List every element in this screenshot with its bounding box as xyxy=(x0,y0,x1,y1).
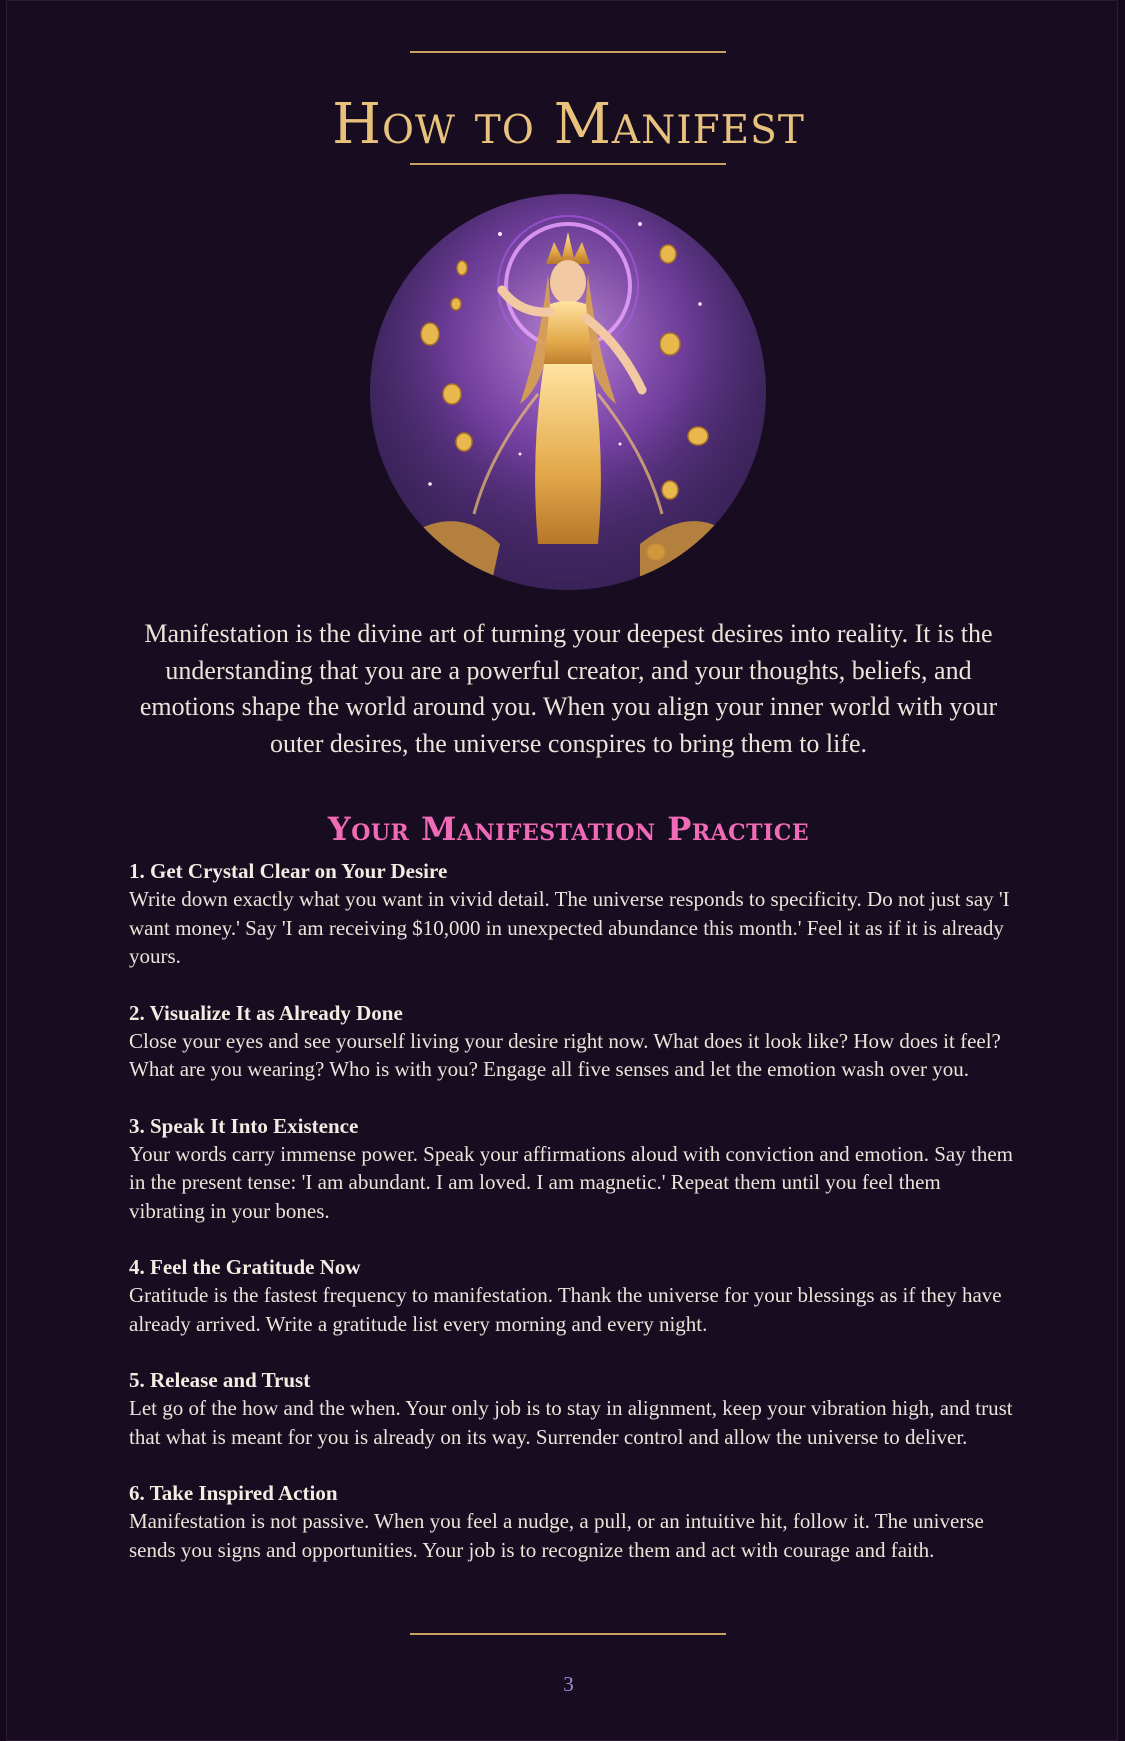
page xyxy=(6,0,1118,1741)
step-item xyxy=(129,1366,1019,1451)
bottom-divider xyxy=(410,1633,726,1635)
step-title: 3. Speak It Into Existence xyxy=(129,1113,359,1138)
golden-goddess-icon xyxy=(370,194,766,590)
step-title: 6. Take Inspired Action xyxy=(129,1481,338,1505)
step-item xyxy=(129,999,1019,1084)
step-title: 4. Feel the Gratitude Now xyxy=(129,1255,361,1279)
step-title: 5. Release and Trust xyxy=(129,1368,311,1392)
step-body: Let go of the how and the when. Your only job is to stay in alignment, keep your vibration high, and trust that what is meant for you is already on its way. Surrender control and allow the universe to deliver. xyxy=(129,1396,1013,1449)
step-body: Close your eyes and see yourself living your desire right now. What does it look like? How does it feel? What are you wearing? Who is with you? Engage all five senses and let the emotion wash over you. xyxy=(129,1028,1001,1081)
step-body: Gratitude is the fastest frequency to manifestation. Thank the universe for your blessings as if they have already arrived. Write a gratitude list every morning and every night. xyxy=(129,1283,1002,1336)
step-body: Write down exactly what you want in vivid detail. The universe responds to specificity. Do not just say 'I want money.' Say 'I am receiving $10,000 in unexpected abundance this month.' Feel it as if it is already yours. xyxy=(129,887,1010,968)
step-item xyxy=(129,857,1019,971)
page-title: How to Manifest xyxy=(332,92,805,157)
steps-list xyxy=(129,857,1019,1592)
step-body: Your words carry immense power. Speak your affirmations aloud with conviction and emotion. Say them in the present tense: 'I am abundant. I am loved. I am magnetic.' Repeat them until you feel them vibrating in your bones. xyxy=(129,1141,1013,1223)
step-body: Manifestation is not passive. When you feel a nudge, a pull, or an intuitive hit, follow it. The universe sends you signs and opportunities. Your job is to recognize them and act with courage and faith. xyxy=(129,1509,984,1562)
intro-paragraph: Manifestation is the divine art of turning your deepest desires into reality. It is the understanding that you are a powerful creator, and your thoughts, beliefs, and emotions shape the world around you. When you align your inner world with your outer desires, the universe conspires to bring them to life. xyxy=(139,619,998,758)
step-title: 2. Visualize It as Already Done xyxy=(129,1000,403,1025)
step-item xyxy=(129,1253,1019,1338)
step-item xyxy=(129,1112,1019,1226)
title-underline xyxy=(410,163,726,165)
step-item xyxy=(129,1479,1019,1564)
page-number: 3 xyxy=(563,1672,574,1696)
section-heading: Your Manifestation Practice xyxy=(327,810,810,848)
step-title: 1. Get Crystal Clear on Your Desire xyxy=(129,859,448,883)
top-divider xyxy=(410,51,726,53)
goddess-illustration xyxy=(370,194,766,590)
